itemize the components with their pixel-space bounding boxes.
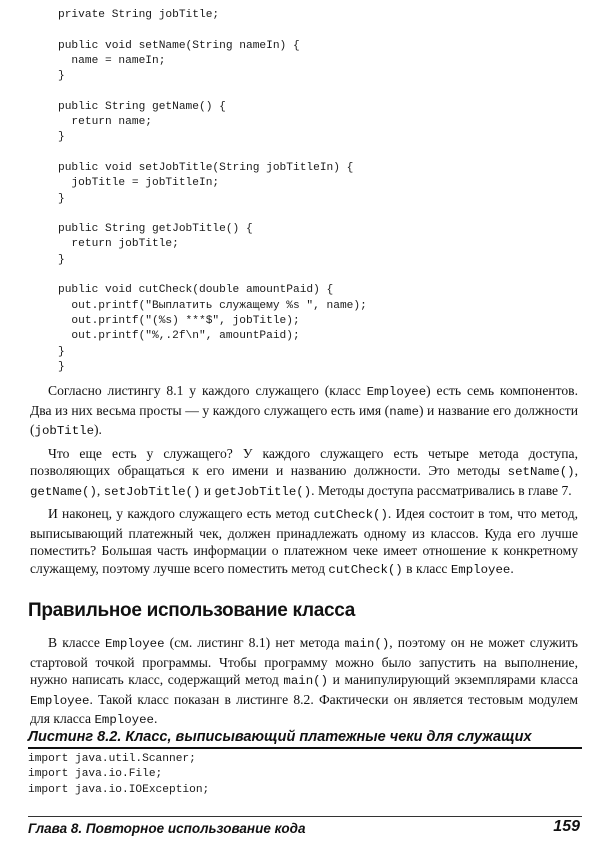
running-footer: Глава 8. Повторное использование кода <box>28 821 306 836</box>
code-line: public String getJobTitle() { <box>58 223 253 236</box>
code-line: import java.io.IOException; <box>28 783 210 796</box>
code-line: } <box>58 131 65 144</box>
code-line: import java.io.File; <box>28 768 163 781</box>
paragraph-main-method: В классе Employee (см. листинг 8.1) нет метода main(), поэтому он не может служить стартовой точкой программы. Чтобы программу можно было запустить на выполнение, нужно написать класс, содержащий метод main() и манипулирующий экземплярами класса Employee. Такой класс показан в листинге 8.2. Фактически он является тестовым модулем для класса Employee. <box>30 635 579 727</box>
paragraph-employee-components: Согласно листингу 8.1 у каждого служащего (класс Employee) есть семь компонентов. Два из них весьма просты — у каждого служащего есть имя (name) и название его должности (jobTitle). <box>30 383 579 438</box>
code-line: return jobTitle; <box>58 238 179 251</box>
code-line: public void cutCheck(double amountPaid) { <box>58 284 334 297</box>
code-line <box>58 84 367 99</box>
code-line: public void setName(String nameIn) { <box>58 39 300 52</box>
code-line: out.printf("%,.2f\n", amountPaid); <box>58 330 300 343</box>
code-line: jobTitle = jobTitleIn; <box>58 177 220 190</box>
code-line: out.printf("(%s) ***$", jobTitle); <box>58 314 300 327</box>
code-line: name = nameIn; <box>58 54 166 67</box>
code-line: } <box>58 360 65 373</box>
code-line: } <box>58 70 65 83</box>
paragraph-cutcheck-method: И наконец, у каждого служащего есть метод cutCheck(). Идея состоит в том, что метод, выписывающий платежный чек, должен принадлежать одному из классов. Куда его лучше поместить? Большая часть информации о платежном чеке имеет отношение к конкретному служащему, поэтому лучше всего поместить метод cutCheck() в класс Employee. <box>30 506 579 577</box>
code-line: private String jobTitle; <box>58 9 220 21</box>
code-listing-8-1-fragment <box>58 8 367 375</box>
code-line: return name; <box>58 116 152 129</box>
code-line: } <box>58 192 65 205</box>
code-line <box>58 207 367 222</box>
footer-divider <box>28 816 582 817</box>
paragraph-accessor-methods: Что еще есть у служащего? У каждого служащего есть четыре метода доступа, позволяющих обращаться к его имени и названию должности. Это методы setName(), getName(), setJobTitle() и getJobTitle(). Методы доступа рассматривались в главе 7. <box>30 445 578 499</box>
body-text-top <box>30 382 578 583</box>
section-heading: Правильное использование класса <box>28 600 356 621</box>
code-line: public void setJobTitle(String jobTitleIn) { <box>58 161 354 174</box>
code-line <box>58 268 367 283</box>
code-line: out.printf("Выплатить служащему %s ", name); <box>58 299 367 312</box>
code-line: public String getName() { <box>58 100 226 113</box>
code-line: } <box>58 345 65 358</box>
page-number: 159 <box>553 818 580 835</box>
code-listing-8-2-imports <box>28 752 209 798</box>
code-line: } <box>58 253 65 266</box>
code-line <box>58 23 367 38</box>
code-line <box>58 146 367 161</box>
code-line: import java.util.Scanner; <box>28 753 196 765</box>
body-text-bottom <box>30 634 578 734</box>
listing-caption: Листинг 8.2. Класс, выписывающий платежные чеки для служащих <box>28 729 582 749</box>
